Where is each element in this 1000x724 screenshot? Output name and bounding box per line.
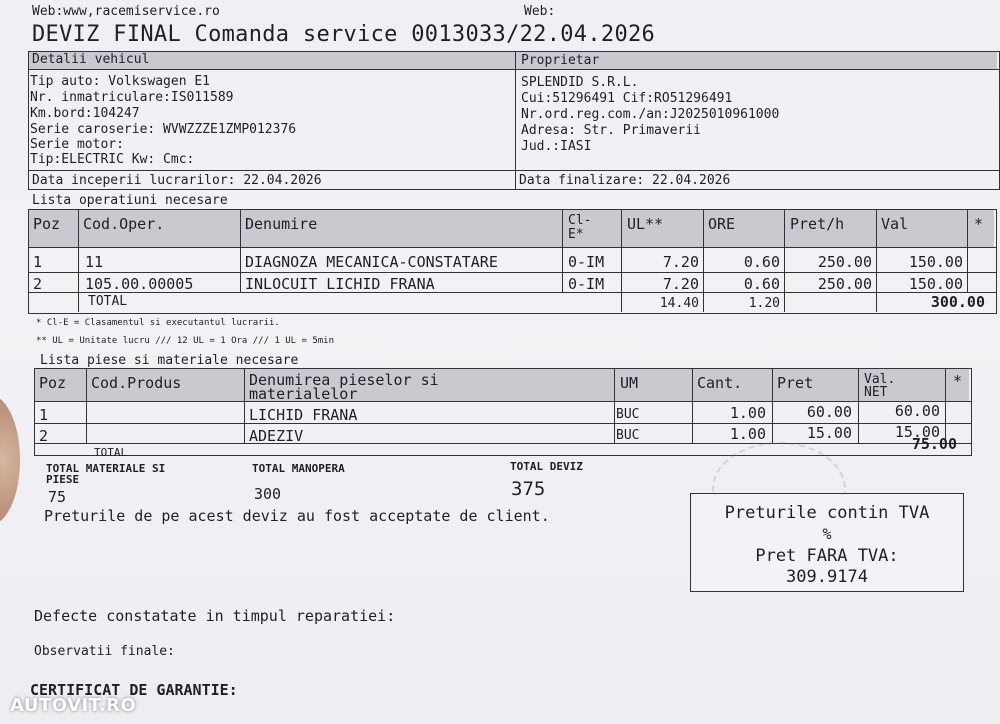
parts-header-star: * <box>953 372 963 390</box>
defects-label: Defecte constatate in timpul reparatiei: <box>34 607 396 625</box>
ops-header-ore: ORE <box>708 215 736 233</box>
table-row-cell: 1 <box>39 406 49 424</box>
vehicle-owner-header-bg <box>29 52 997 69</box>
ops-header-cod: Cod.Oper. <box>83 215 165 233</box>
vehicle-line: Km.bord:104247 <box>30 106 140 121</box>
table-row-cell: ADEZIV <box>249 427 304 445</box>
table-row-cell: 7.20 <box>662 253 699 271</box>
observations-label: Observatii finale: <box>34 644 175 659</box>
table-row-cell: 150.00 <box>908 253 963 271</box>
owner-line: SPLENDID S.R.L. <box>521 75 639 90</box>
operations-section-title: Lista operatiuni necesare <box>32 193 228 208</box>
table-row-cell: 1.00 <box>729 404 766 422</box>
finger-shadow <box>0 395 20 525</box>
vehicle-line: Tip:ELECTRIC Kw: Cmc: <box>30 152 195 167</box>
accepted-text: Preturile de pe acest deviz au fost acceptate de client. <box>44 507 550 525</box>
parts-header-denumire: Denumirea pieselor si materialelor <box>249 371 439 403</box>
table-row-cell: 60.00 <box>894 402 940 420</box>
parts-header-poz: Poz <box>39 374 67 392</box>
table-row-cell: 1 <box>33 253 43 271</box>
table-row-cell: LICHID FRANA <box>249 406 358 424</box>
table-row-cell: 7.20 <box>662 275 699 293</box>
parts-total-label: TOTAL <box>94 446 128 459</box>
document-title: DEVIZ FINAL Comanda service 0013033/22.04.2026 <box>32 22 656 47</box>
vehicle-line: Serie motor: <box>30 137 124 152</box>
parts-header-um: UM <box>620 374 639 392</box>
ops-header-pret-h: Pret/h <box>790 215 845 233</box>
warranty-label: CERTIFICAT DE GARANTIE: <box>30 681 238 699</box>
ops-note-1: * Cl-E = Clasamentul si executantul lucrarii. <box>36 318 280 328</box>
vehicle-line: Nr. inmatriculare:IS011589 <box>30 90 234 105</box>
tva-line-4: 309.9174 <box>786 567 868 587</box>
tva-line-3: Pret FARA TVA: <box>755 546 899 566</box>
table-row-cell: 0.60 <box>743 275 780 293</box>
table-row-cell: DIAGNOZA MECANICA-CONSTATARE <box>245 253 498 271</box>
table-row-cell: 0.60 <box>743 253 780 271</box>
owner-line: Jud.:IASI <box>521 139 592 154</box>
table-row-cell: 11 <box>85 253 104 271</box>
owner-line: Nr.ord.reg.com./an:J2025010961000 <box>521 107 780 122</box>
web-left: Web:www,racemiservice.ro <box>32 4 220 19</box>
table-row-cell: 2 <box>39 427 49 445</box>
ops-header-val: Val <box>881 215 909 233</box>
table-row-cell: 1.00 <box>729 425 766 443</box>
table-row-cell: 0-IM <box>568 253 605 271</box>
ops-total-label: TOTAL <box>88 294 128 309</box>
watermark-logo: AUTOVIT.RO <box>10 695 137 716</box>
owner-line: Adresa: Str. Primaverii <box>521 123 702 138</box>
tva-line-2: % <box>822 525 832 543</box>
table-row-cell: BUC <box>616 428 640 443</box>
table-row-cell: 60.00 <box>806 403 852 421</box>
parts-section-title: Lista piese si materiale necesare <box>40 353 299 368</box>
total-deviz-label: TOTAL DEVIZ <box>510 460 583 473</box>
ops-total-val: 300.00 <box>930 293 985 311</box>
vehicle-line: Serie caroserie: WVWZZZE1ZMP012376 <box>30 122 297 137</box>
ops-header-ul: UL** <box>627 215 664 233</box>
owner-line: Cui:51296491 Cif:RO51296491 <box>521 91 733 106</box>
table-row-cell: BUC <box>616 407 640 422</box>
web-right: Web: <box>524 4 556 19</box>
total-deviz-value: 375 <box>511 478 546 500</box>
parts-header-cod: Cod.Produs <box>91 374 182 392</box>
total-materials-value: 75 <box>48 488 67 506</box>
parts-header-val-net: Val. NET <box>864 372 896 400</box>
ops-header-denumire: Denumire <box>245 215 318 233</box>
parts-header-cant: Cant. <box>697 374 743 392</box>
table-row-cell: 250.00 <box>817 275 872 293</box>
table-row-cell: 150.00 <box>908 275 963 293</box>
ops-header-star: * <box>974 215 984 233</box>
end-date: Data finalizare: 22.04.2026 <box>519 173 731 188</box>
ops-header-cle: Cl- E* <box>568 213 592 242</box>
total-labor-label: TOTAL MANOPERA <box>252 462 345 475</box>
total-materials-label: TOTAL MATERIALE SI PIESE <box>46 462 166 486</box>
table-row-cell: 2 <box>33 275 43 293</box>
ops-total-ore: 1.20 <box>748 296 780 311</box>
ops-note-2: ** UL = Unitate lucru /// 12 UL = 1 Ora /// 1 UL = 5min <box>36 336 335 346</box>
table-row-cell: 0-IM <box>568 275 605 293</box>
vehicle-section-title: Detalii vehicul <box>32 52 150 67</box>
ops-total-ul: 14.40 <box>659 296 699 311</box>
total-labor-value: 300 <box>254 485 282 503</box>
parts-header-pret: Pret <box>777 374 814 392</box>
owner-section-title: Proprietar <box>521 53 600 68</box>
start-date: Data inceperii lucrarilor: 22.04.2026 <box>32 173 322 188</box>
ops-header-poz: Poz <box>33 215 61 233</box>
table-row-cell: INLOCUIT LICHID FRANA <box>245 275 435 293</box>
parts-total-val: 75.00 <box>911 435 957 453</box>
table-row-cell: 250.00 <box>817 253 872 271</box>
table-row-cell: 15.00 <box>894 423 940 441</box>
table-row-cell: 105.00.00005 <box>85 275 194 293</box>
tva-line-1: Preturile contin TVA <box>724 503 930 523</box>
table-row-cell: 15.00 <box>806 424 852 442</box>
vehicle-line: Tip auto: Volkswagen E1 <box>30 74 211 89</box>
